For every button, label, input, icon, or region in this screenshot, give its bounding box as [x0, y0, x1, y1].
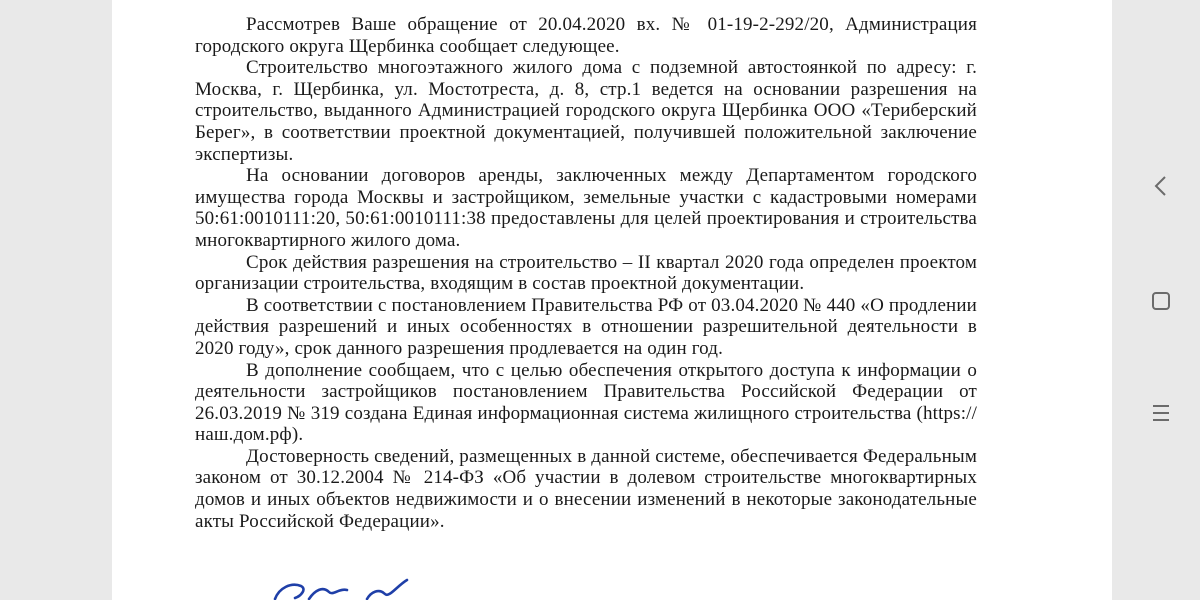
recents-button[interactable] — [1140, 392, 1182, 434]
paragraph-7: Достоверность сведений, размещенных в данной системе, обеспечивается Федеральным законом от 30.12.2004 № 214-ФЗ «Об участии в долевом строительстве многоквартирных домов и иных объектов недвижимости и о внесении изменений в некоторые законодательные акты Российской Федерации». — [195, 445, 977, 532]
paragraph-3: На основании договоров аренды, заключенных между Департаментом городского имущества города Москвы и застройщиком, земельные участки с кадастровыми номерами 50:61:0010111:20, 50:61:0010111:38 предоставлены для целей проектирования и строительства многоквартирного жилого дома. — [195, 165, 977, 251]
paragraph-4: Срок действия разрешения на строительство – II квартал 2020 года определен проектом организации строительства, входящим в состав проектной документации. — [195, 251, 977, 295]
document-page — [112, 0, 1112, 600]
paragraph-2: Строительство многоэтажного жилого дома с подземной автостоянкой по адресу: г. Москва, г. Щербинка, ул. Мостотреста, д. 8, стр.1 ведется на основании разрешения на строительство, выданного Администрацией городского округа Щербинка ООО «Териберский Берег», в соответствии проектной документацией, получившей положительной заключение экспертизы. — [195, 57, 977, 165]
menu-lines-icon — [1150, 402, 1172, 424]
home-button[interactable] — [1140, 280, 1182, 322]
handwritten-signature — [257, 578, 457, 600]
chevron-left-icon — [1151, 174, 1171, 198]
letter-body — [195, 14, 977, 532]
back-button[interactable] — [1140, 165, 1182, 207]
paragraph-1: Рассмотрев Ваше обращение от 20.04.2020 вх. № 01-19-2-292/20, Администрация городского округа Щербинка сообщает следующее. — [195, 14, 977, 57]
paragraph-5: В соответствии с постановлением Правительства РФ от 03.04.2020 № 440 «О продлении действия разрешений и иных особенностях в отношении разрешительной деятельности в 2020 году», срок данного разрешения продлевается на один год. — [195, 294, 977, 359]
square-icon — [1150, 290, 1172, 312]
paragraph-6: В дополнение сообщаем, что с целью обеспечения открытого доступа к информации о деятельности застройщиков постановлением Правительства Российской Федерации от 26.03.2019 № 319 создана Единая информационная система жилищного строительства (https://наш.дом.рф). — [195, 359, 977, 446]
